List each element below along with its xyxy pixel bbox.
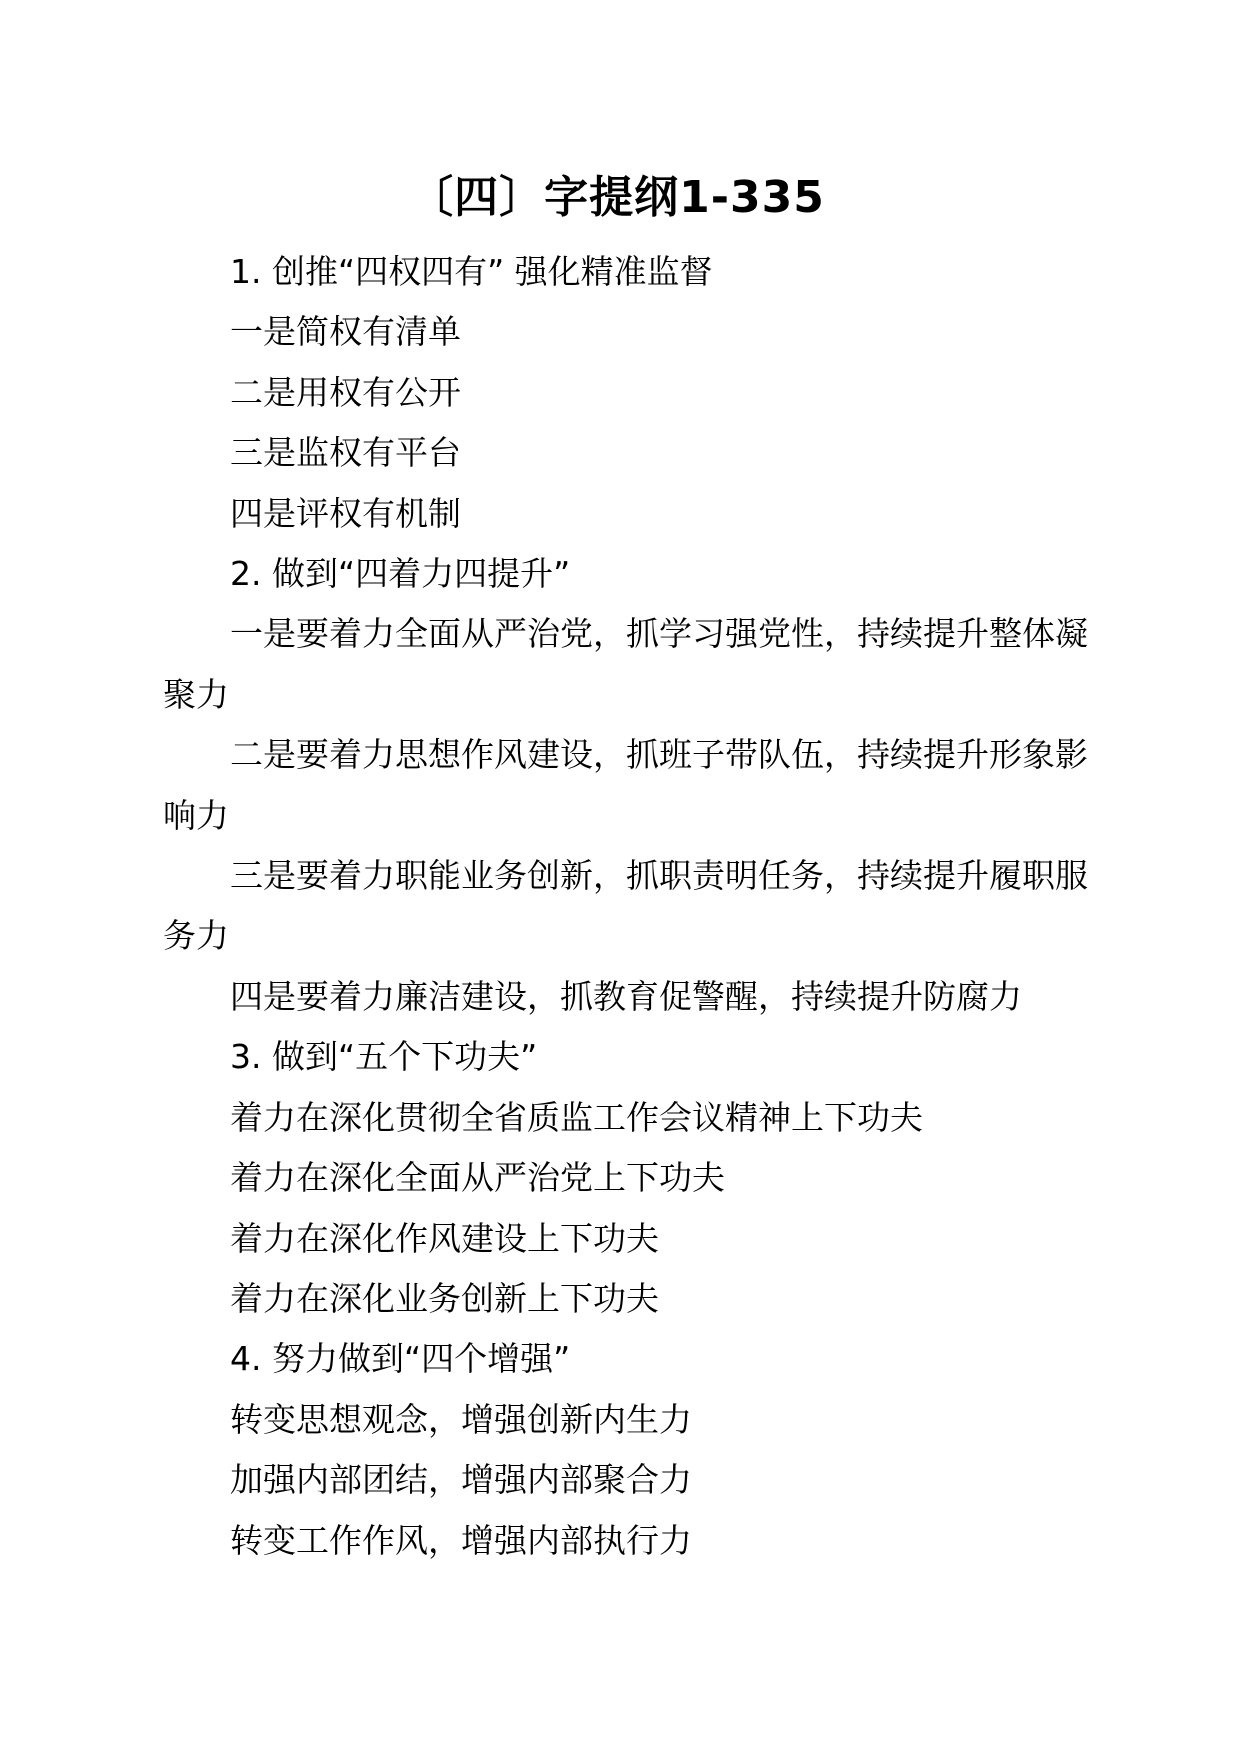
list-item: 转变工作作风，增强内部执行力: [230, 1520, 692, 1560]
list-item: 三是要着力职能业务创新，抓职责明任务，持续提升履职服务力: [163, 856, 1088, 956]
list-item: 着力在深化作风建设上下功夫: [230, 1218, 659, 1258]
heading-3: 3. 做到“五个下功夫”: [230, 1037, 538, 1077]
list-item: 转变思想观念，增强创新内生力: [230, 1399, 692, 1439]
list-item: 四是评权有机制: [230, 493, 461, 533]
heading-4: 4. 努力做到“四个增强”: [230, 1339, 571, 1379]
list-item: 着力在深化贯彻全省质监工作会议精神上下功夫: [230, 1097, 923, 1137]
list-item: 着力在深化全面从严治党上下功夫: [230, 1158, 725, 1198]
list-item: 三是监权有平台: [230, 433, 461, 473]
list-item: 加强内部团结，增强内部聚合力: [230, 1460, 692, 1500]
list-item: 一是要着力全面从严治党，抓学习强党性，持续提升整体凝聚力: [163, 614, 1088, 714]
document-body: [163, 242, 1113, 1571]
list-item: 着力在深化业务创新上下功夫: [230, 1278, 659, 1318]
list-item: 一是简权有清单: [230, 312, 461, 352]
document-title: 〔四〕字提纲1-335: [409, 172, 825, 223]
list-item: 四是要着力廉洁建设，抓教育促警醒，持续提升防腐力: [230, 976, 1022, 1016]
heading-2: 2. 做到“四着力四提升”: [230, 554, 571, 594]
list-item: 二是用权有公开: [230, 372, 461, 412]
list-item: 二是要着力思想作风建设，抓班子带队伍，持续提升形象影响力: [163, 735, 1088, 835]
heading-1: 1. 创推“四权四有” 强化精准监督: [230, 252, 713, 291]
